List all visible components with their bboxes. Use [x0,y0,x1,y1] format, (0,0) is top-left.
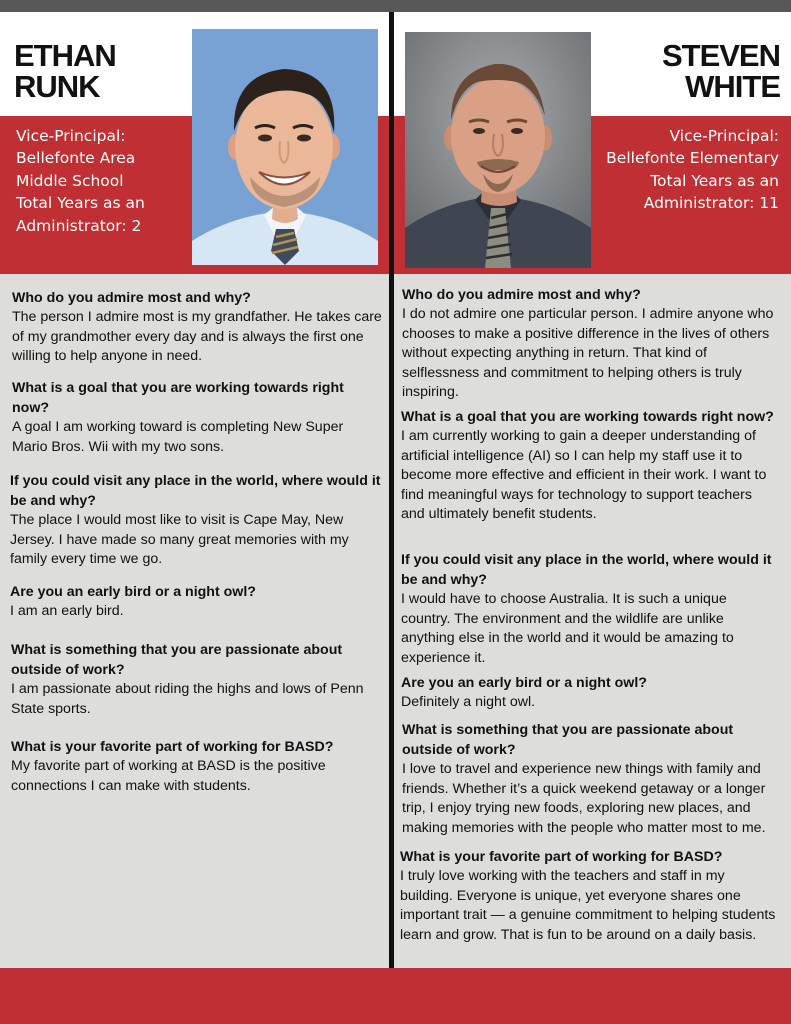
right-portrait-photo [405,32,591,268]
question: What is a goal that you are working towards right now? [12,380,344,416]
right-qa-5 [402,720,776,838]
left-qa-3 [10,471,382,570]
answer: The place I would most like to visit is Cape May, New Jersey. I have made so many great memories with my family every time we go. [10,512,349,568]
right-qa-4 [401,673,776,713]
right-qa-3 [401,550,776,668]
answer: The person I admire most is my grandfather. He takes care of my grandmother every day and is always the first one willing to help anyone in need. [12,309,382,365]
right-first-name: STEVEN [661,38,780,73]
question: What is something that you are passionate about outside of work? [11,642,343,678]
question: Who do you admire most and why? [12,290,251,306]
answer: I am an early bird. [10,603,124,619]
answer: I truly love working with the teachers and staff in my building. Everyone is unique, yet everyone shares one important trait — a genuine commitment to helping students learn and grow. That is fun to be around on a daily basis. [400,868,776,943]
answer: I am passionate about riding the highs and lows of Penn State sports. [11,681,364,717]
question: What is a goal that you are working towards right now? [401,409,774,425]
right-role-line: Vice-Principal: [669,127,779,145]
left-first-name: ETHAN [14,38,116,73]
left-qa-5 [11,640,382,719]
question: Are you an early bird or a night owl? [10,584,256,600]
answer: I would have to choose Australia. It is such a unique country. The environment and the wildlife are unlike anything else in the world and it would be amazing to experience it. [401,591,734,666]
right-qa-2 [401,407,776,525]
left-last-name: RUNK [14,69,100,104]
answer: I love to travel and experience new things with family and friends. Whether it’s a quick weekend getaway or a longer trip, I enjoy trying new foods, exploring new places, and making memories with the people who matter most to me. [402,761,766,836]
right-role-line: Total Years as an [650,171,779,190]
question: Are you an early bird or a night owl? [401,675,647,691]
answer: I am currently working to gain a deeper understanding of artificial intelligence (AI) so I can help my staff use it to become more effective and efficient in their work. I want to find meaningful ways for technology to support teachers and ultimately benefit students. [401,428,767,523]
left-qa-4 [10,582,382,622]
question: What is your favorite part of working for BASD? [400,849,723,865]
right-role-line: Bellefonte Elementary [606,149,779,168]
right-role-line: Administrator: 11 [643,194,779,213]
footer-bar [0,968,791,1024]
left-role-line: Vice-Principal: [16,127,126,145]
left-role-line: Bellefonte Area [16,149,136,168]
left-role-line: Administrator: 2 [16,216,142,235]
left-name [14,40,116,102]
left-qa-6 [11,737,382,796]
question: If you could visit any place in the world, where would it be and why? [10,473,381,509]
right-name [662,40,780,102]
answer: My favorite part of working at BASD is the positive connections I can make with students. [11,758,326,794]
answer: I do not admire one particular person. I admire anyone who chooses to make a positive difference in the lives of others without expecting anything in return. That kind of selflessness and commitment to helping others is truly inspiring. [402,306,774,401]
right-role [606,125,779,215]
column-divider [389,12,394,968]
answer: Definitely a night owl. [401,694,536,710]
left-portrait-photo [192,29,378,265]
right-qa-1 [402,285,776,403]
left-role [16,125,145,237]
left-role-line: Total Years as an [16,194,145,213]
question: What is something that you are passionate about outside of work? [402,722,734,758]
question: If you could visit any place in the world, where would it be and why? [401,552,772,588]
right-qa-6 [400,847,776,945]
left-qa-2 [12,378,382,457]
question: What is your favorite part of working for BASD? [11,739,334,755]
question: Who do you admire most and why? [402,287,641,303]
right-last-name: WHITE [685,69,780,104]
left-qa-1 [12,288,382,367]
top-bar [0,0,791,12]
left-role-line: Middle School [16,171,124,190]
answer: A goal I am working toward is completing New Super Mario Bros. Wii with my two sons. [12,419,344,455]
